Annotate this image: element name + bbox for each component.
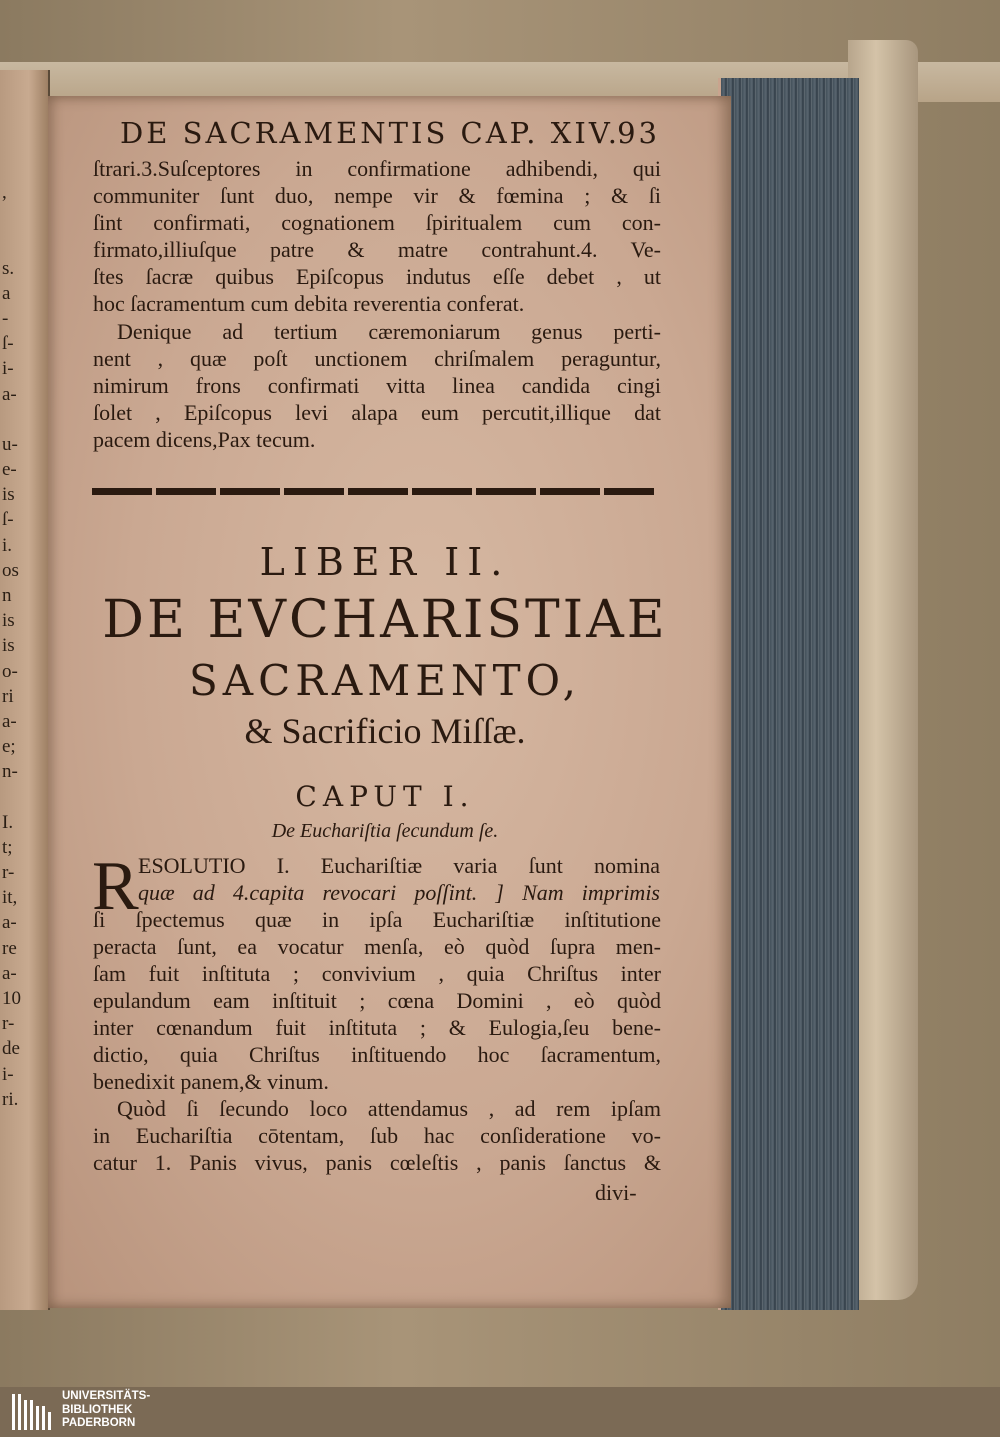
margin-fragment: is [2, 610, 15, 632]
running-head [120, 116, 660, 150]
text-line: ESOLUTIO I. Euchariſtiæ varia ſunt nomina [138, 853, 660, 878]
margin-fragment: a- [2, 383, 17, 405]
library-name-line2: BIBLIOTHEK [62, 1403, 133, 1416]
resolutio-continuation [93, 906, 661, 1176]
margin-fragment: ri. [2, 1088, 19, 1110]
margin-fragment: i- [2, 1063, 14, 1085]
text-line: in Euchariſtia cōtentam, ſub hac conſideratione vo- [93, 1123, 661, 1148]
library-logo-icon [10, 1390, 54, 1434]
margin-fragment: ſ- [2, 509, 14, 531]
ornamental-rule [92, 488, 654, 495]
margin-fragment: is [2, 484, 15, 506]
text-line: catur 1. Panis vivus, panis cœleſtis , panis ſanctus & [93, 1150, 661, 1175]
text-line: hoc ſacramentum cum debita reverentia conferat. [93, 291, 525, 316]
margin-fragment: i- [2, 358, 14, 380]
margin-fragment: t; [2, 836, 13, 858]
margin-fragment: , [2, 182, 7, 203]
margin-fragment: n [2, 585, 12, 606]
page-number: 93 [617, 116, 660, 150]
margin-fragment: o- [2, 660, 18, 682]
margin-fragment: ri [2, 685, 14, 707]
text-line: Quòd ſi ſecundo loco attendamus , ad rem ipſam [117, 1096, 661, 1121]
margin-fragment: u- [2, 433, 18, 455]
chapter-heading: CAPUT I. [295, 780, 475, 813]
margin-fragment [2, 785, 44, 810]
text-line: communiter ſunt duo, nempe vir & fœmina ; & ſi [93, 183, 661, 208]
text-line: benedixit panem,& vinum. [93, 1069, 329, 1094]
margin-fragment: I. [2, 811, 14, 833]
margin-fragment: os [2, 559, 19, 581]
margin-fragment: e; [2, 736, 16, 758]
margin-fragment: re [2, 937, 17, 959]
text-line: pacem dicens,Pax tecum. [93, 427, 316, 452]
chapter-subtitle: De Euchariſtia ſecundum ſe. [271, 820, 499, 842]
text-line: ſolet , Epiſcopus levi alapa eum percutit,illique dat [93, 400, 661, 425]
book-title-line1: DE EVCHARISTIAE [102, 590, 668, 650]
page-edges [718, 78, 859, 1310]
margin-fragment [2, 230, 44, 255]
top-paragraph [93, 155, 661, 317]
text-line: ſtrari.3.Suſceptores in confirmatione adhibendi, qui [93, 156, 661, 181]
library-name-line1: UNIVERSITÄTS- [62, 1390, 151, 1402]
margin-fragment: ſ- [2, 333, 14, 355]
text-line: epulandum eam inſtituit ; cœna Domini , eò quòd [93, 988, 661, 1013]
running-head-title: DE SACRAMENTIS CAP. XIV. [120, 116, 620, 150]
text-line: ſi ſpectemus quæ in ipſa Euchariſtiæ inſtitutione [93, 907, 661, 932]
text-line: nent , quæ poſt unctionem chriſmalem peraguntur, [93, 346, 661, 371]
text-line: ſam fuit inſtituta ; convivium , quia Chriſtus inter [93, 961, 661, 986]
margin-fragment: de [2, 1038, 20, 1060]
margin-fragment: 10 [2, 988, 21, 1009]
margin-fragment: r- [2, 1013, 15, 1035]
margin-fragment: n- [2, 761, 18, 783]
text-line: inter cœnandum fuit inſtituta ; & Eulogia,ſeu bene- [93, 1015, 661, 1040]
text-line: Denique ad tertium cæremoniarum genus perti- [117, 319, 661, 344]
text-line: peracta ſunt, ea vocatur menſa, eò quòd ſupra men- [93, 934, 661, 959]
margin-fragment: a- [2, 912, 17, 934]
margin-fragment: - [2, 307, 9, 329]
text-line: ſint confirmati, cognationem ſpiritualem cum con- [93, 210, 661, 235]
text-line: dictio, quia Chriſtus inſtituendo hoc ſacramentum, [93, 1042, 661, 1067]
left-page [0, 70, 50, 1310]
margin-fragment: a- [2, 710, 17, 732]
book-title-line2: SACRAMENTO, [189, 656, 581, 705]
margin-fragment: s. [2, 257, 15, 279]
library-name-line3: PADERBORN [62, 1417, 136, 1429]
book-title-line3: & Sacrificio Miſſæ. [244, 711, 526, 751]
left-page-fragments [2, 180, 44, 1112]
text-line: ſtes ſacræ quibus Epiſcopus indutus eſſe debet , ut [93, 264, 661, 289]
catchword: divi- [595, 1180, 637, 1205]
margin-fragment: a- [2, 962, 17, 984]
margin-fragment [2, 205, 44, 230]
liber-heading: LIBER II. [259, 540, 511, 584]
drop-cap: R [92, 848, 139, 925]
margin-fragment: it, [2, 887, 18, 909]
margin-fragment: r- [2, 862, 15, 884]
library-name [62, 1390, 150, 1431]
text-line: firmato,illiuſque patre & matre contrahunt.4. Ve- [93, 237, 661, 262]
resolutio-text [138, 852, 660, 906]
margin-fragment: e- [2, 459, 17, 481]
second-paragraph [93, 318, 661, 453]
text-line: quæ ad 4.capita revocari poſſint. ] Nam imprimis [138, 880, 660, 905]
margin-fragment: a [2, 282, 11, 304]
margin-fragment: is [2, 635, 15, 657]
margin-fragment [2, 407, 44, 432]
text-line: nimirum frons confirmati vitta linea candida cingi [93, 373, 661, 398]
margin-fragment: i. [2, 534, 13, 556]
